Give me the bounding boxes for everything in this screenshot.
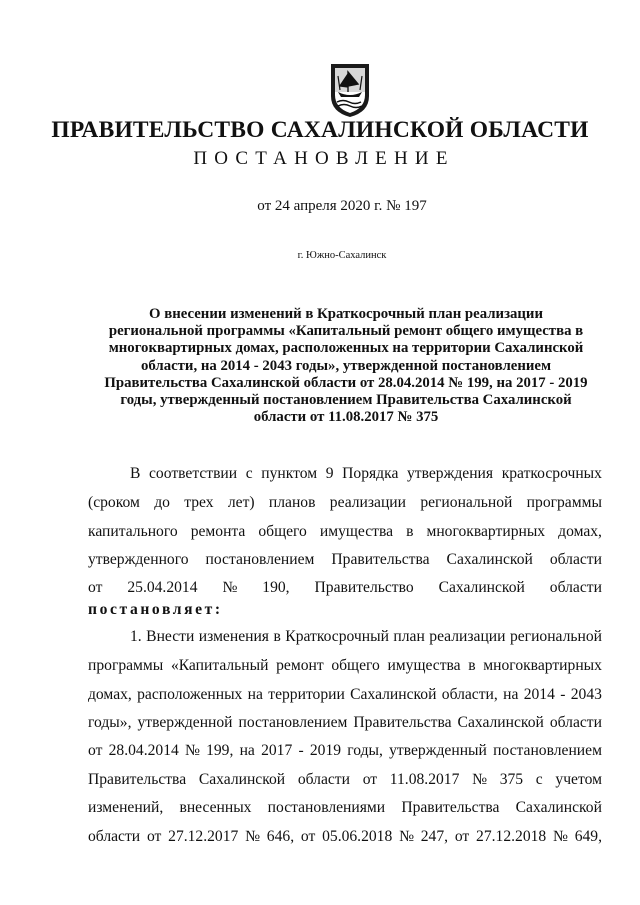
word: ремонта	[190, 523, 246, 540]
word: Правительства	[88, 771, 187, 788]
word: области,	[441, 686, 498, 703]
word: 2014	[523, 686, 555, 703]
issue-city: г. Южно-Сахалинск	[297, 250, 387, 261]
word: на	[247, 686, 263, 703]
word: реализации	[429, 628, 506, 645]
subject-line: годы, утвержденный постановлением Правительства Сахалинской	[120, 392, 572, 409]
paragraph-line	[88, 551, 602, 569]
word: внесенных	[179, 799, 252, 816]
word: домах,	[558, 523, 602, 540]
word: от	[146, 828, 162, 845]
word: с	[535, 771, 543, 788]
word: в	[468, 657, 476, 674]
word: изменения	[198, 628, 269, 645]
word: 1.	[130, 628, 142, 645]
word: с	[245, 465, 253, 482]
word: 190,	[262, 579, 290, 596]
word: 27.12.2018	[476, 828, 547, 845]
word: постановлением	[238, 714, 348, 731]
paragraph-line	[88, 742, 602, 760]
word: области	[549, 579, 602, 596]
word: ремонт	[276, 657, 324, 674]
word: 375	[499, 771, 524, 788]
paragraph-line	[130, 628, 602, 646]
subject-line: области от 11.08.2017 № 375	[253, 409, 439, 426]
word: 27.12.2017	[168, 828, 239, 845]
word: общего	[331, 657, 380, 674]
word: 28.04.2014	[108, 742, 179, 759]
word: общего	[258, 523, 307, 540]
word: №	[472, 771, 487, 788]
word: Правительства	[401, 799, 500, 816]
word: от	[88, 579, 103, 596]
word: изменений,	[88, 799, 164, 816]
word: от	[88, 742, 103, 759]
resolves-label: постановляет:	[88, 601, 223, 618]
word: утверждения	[406, 465, 494, 482]
word: -	[298, 742, 304, 759]
subject-line: региональной программы «Капитальный ремонт общего имущества в	[108, 323, 584, 340]
word: «Капитальный	[170, 657, 269, 674]
word: Сахалинской	[350, 686, 437, 703]
paragraph-line	[130, 465, 602, 483]
word: №	[222, 579, 238, 596]
word: утвержденного	[88, 551, 189, 568]
word: на	[503, 686, 519, 703]
word: региональной	[509, 628, 602, 645]
resolves-word	[88, 601, 602, 619]
subject-line: области, на 2014 - 2043 годы», утвержденной постановлением	[140, 357, 552, 374]
word: многоквартирных	[426, 523, 546, 540]
word: Внести	[146, 628, 195, 645]
word: 646,	[266, 828, 295, 845]
word: планов	[268, 494, 316, 511]
word: утвержденный	[389, 742, 487, 759]
word: постановлением	[493, 742, 602, 759]
word: Краткосрочный	[285, 628, 389, 645]
word: реализации	[329, 494, 406, 511]
word: 247,	[420, 828, 449, 845]
word: В	[130, 465, 141, 482]
word: -	[560, 686, 566, 703]
document-type: ПОСТАНОВЛЕНИЕ	[193, 148, 455, 169]
word: №	[553, 828, 568, 845]
word: от	[362, 771, 378, 788]
word: на	[239, 742, 255, 759]
government-name: ПРАВИТЕЛЬСТВО САХАЛИНСКОЙ ОБЛАСТИ	[51, 117, 589, 143]
word: до	[154, 494, 170, 511]
word: домах,	[88, 686, 132, 703]
paragraph-line	[88, 799, 602, 817]
word: области	[549, 714, 602, 731]
word: план	[393, 628, 425, 645]
word: Сахалинской	[198, 771, 286, 788]
paragraph-line	[88, 523, 602, 541]
word: в	[273, 628, 281, 645]
word: Сахалинской	[457, 714, 544, 731]
word: имущества	[387, 657, 461, 674]
word: в	[406, 523, 414, 540]
paragraph-line	[88, 714, 602, 732]
word: Сахалинской	[446, 551, 533, 568]
word: программы	[88, 657, 164, 674]
word: лет)	[227, 494, 255, 511]
paragraph-line	[88, 771, 602, 789]
subject-line: Правительства Сахалинской области от 28.04.2014 № 199, на 2017 - 2019	[104, 374, 588, 391]
document-date-number: от 24 апреля 2020 г. № 197	[257, 198, 427, 214]
word: постановлением	[205, 551, 315, 568]
word: программы	[526, 494, 602, 511]
word: от	[454, 828, 470, 845]
word: годы»,	[88, 714, 132, 731]
word: Сахалинской	[515, 799, 602, 816]
subject-line: многоквартирных домах, расположенных на территории Сахалинской	[108, 340, 584, 357]
word: краткосрочных	[501, 465, 602, 482]
word: имущества	[319, 523, 394, 540]
word: многоквартирных	[483, 657, 602, 674]
document-subject	[96, 306, 596, 426]
word: №	[184, 742, 200, 759]
word: №	[245, 828, 260, 845]
word: 2043	[570, 686, 602, 703]
word: территории	[268, 686, 345, 703]
word: постановлениями	[267, 799, 386, 816]
word: области	[88, 828, 141, 845]
paragraph-line	[88, 657, 602, 675]
paragraph-line	[88, 686, 602, 704]
word: учетом	[555, 771, 602, 788]
word: Сахалинской	[438, 579, 525, 596]
paragraph-line	[88, 828, 602, 846]
paragraph-line	[88, 494, 602, 512]
word: расположенных	[137, 686, 243, 703]
word: Порядка	[342, 465, 399, 482]
paragraph-line	[88, 579, 602, 597]
word: трех	[184, 494, 214, 511]
word: региональной	[420, 494, 513, 511]
word: 05.06.2018	[322, 828, 393, 845]
word: пунктом	[261, 465, 318, 482]
coat-of-arms-icon	[329, 62, 371, 118]
word: утвержденной	[137, 714, 233, 731]
subject-line: О внесении изменений в Краткосрочный план реализации	[149, 306, 543, 322]
word: (сроком	[88, 494, 140, 511]
word: соответствии	[149, 465, 238, 482]
word: Правительства	[353, 714, 452, 731]
word: 25.04.2014	[127, 579, 198, 596]
word: 199,	[206, 742, 234, 759]
word: №	[399, 828, 414, 845]
word: области	[549, 551, 602, 568]
word: капитального	[88, 523, 178, 540]
word: Правительства	[331, 551, 430, 568]
word: области	[297, 771, 350, 788]
word: 649,	[574, 828, 602, 845]
word: Правительство	[314, 579, 414, 596]
word: от	[300, 828, 316, 845]
word: 2017	[261, 742, 293, 759]
word: годы,	[347, 742, 383, 759]
word: 9	[325, 465, 334, 482]
word: 2019	[309, 742, 342, 759]
word: 11.08.2017	[389, 771, 460, 788]
